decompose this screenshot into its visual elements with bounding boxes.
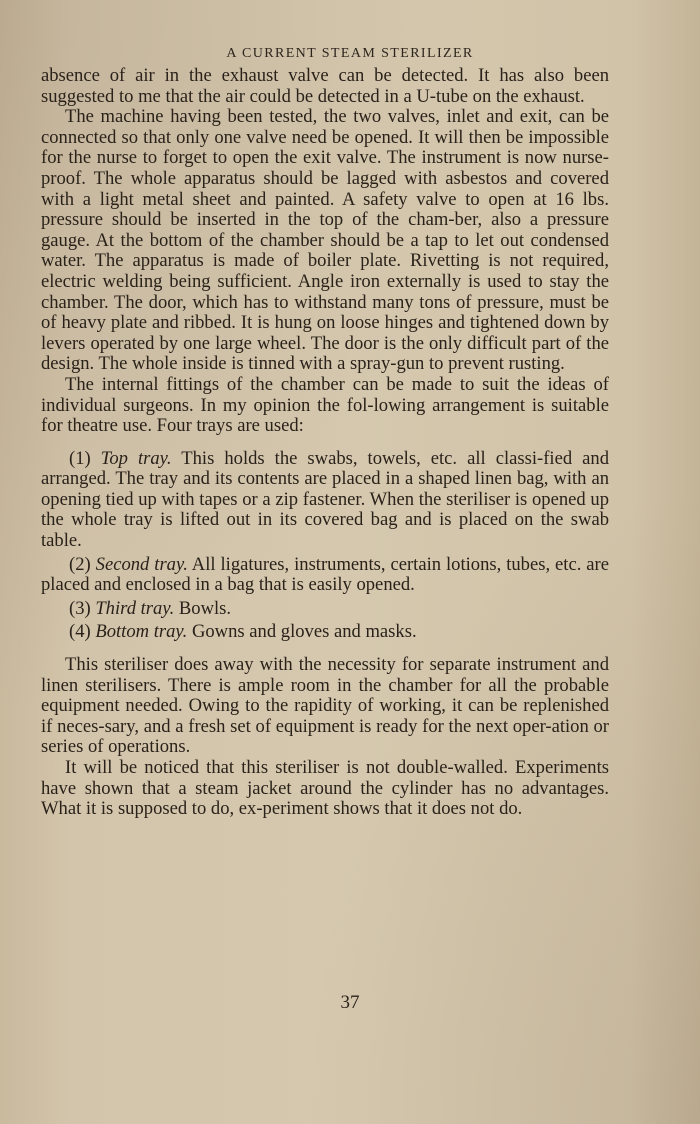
tray-description: All ligatures, instruments, certain lotions, tubes, etc. are placed and enclosed in a bag that is easily opened. [41,553,610,596]
paragraph-continuation: absence of air in the exhaust valve can be detected. It has also been suggested to me that the air could be detected in a U-tube on the exhaust. [41,65,609,107]
tray-item-3 [41,599,609,620]
tray-name: Second tray. [95,553,188,575]
tray-item-2 [41,555,609,596]
tray-name: Bottom tray. [95,621,188,643]
paragraph-machine-tested: The machine having been tested, the two valves, inlet and exit, can be connected so that only one valve need be opened. It will then be impossible for the nurse to forget to open the exit valve. The instrument is now nurse-proof. The whole apparatus should be lagged with asbestos and covered with a light metal sheet and painted. A safety valve to open at 16 lbs. pressure should be inserted in the top of the cham-ber, also a pressure gauge. At the bottom of the chamber should be a tap to let out condensed water. The apparatus is made of boiler plate. Rivetting is not required, electric welding being sufficient. Angle iron externally is used to stay the chamber. The door, which has to withstand many tons of pressure, must be of heavy plate and ribbed. It is hung on loose hinges and tightened down by levers operated by one large wheel. The door is the only difficult part of the design. The whole inside is tinned with a spray-gun to prevent rusting. [41,106,609,375]
tray-number: (2) [69,553,91,575]
tray-number: (1) [69,447,91,469]
running-head: A CURRENT STEAM STERILIZER [226,46,474,61]
tray-number: (4) [69,621,91,643]
tray-description: Bowls. [178,597,232,619]
tray-description: This holds the swabs, towels, etc. all classi-fied and arranged. The tray and its contents are placed in a shaped linen bag, with an opening tied up with tapes or a zip fastener. When the steriliser is opened up the whole tray is lifted out in its covered bag and is placed on the swab table. [41,447,610,552]
tray-name: Top tray. [100,447,172,469]
body-text [41,66,609,820]
paragraph-double-walled: It will be noticed that this steriliser is not double-walled. Experiments have shown that a steam jacket around the cylinder has no advantages. What it is supposed to do, ex-periment shows that it does not do. [41,757,609,820]
paragraph-internal-fittings: The internal fittings of the chamber can be made to suit the ideas of individual surgeons. In my opinion the fol-lowing arrangement is suitable for theatre use. Four trays are used: [41,373,609,437]
tray-description: Gowns and gloves and masks. [191,621,417,643]
page-number: 37 [340,992,360,1013]
tray-item-1 [41,449,609,552]
tray-name: Third tray. [95,597,175,619]
tray-item-4 [41,622,609,643]
tray-number: (3) [69,597,91,619]
paragraph-steriliser-advantages: This steriliser does away with the necessity for separate instrument and linen sterilisers. There is ample room in the chamber for all the probable equipment needed. Owing to the rapidity of working, it can be replenished if neces-sary, and a fresh set of equipment is ready for the next oper-ation or series of operations. [41,654,609,758]
